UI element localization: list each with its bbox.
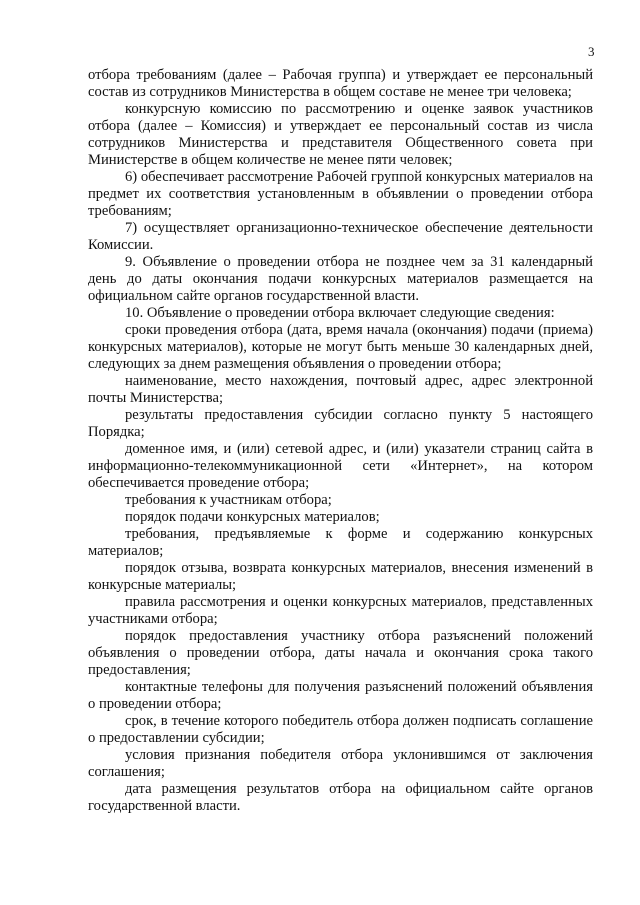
paragraph: требования к участникам отбора;: [125, 492, 332, 508]
paragraph: наименование, место нахождения, почтовый адрес, адрес электронной почты Министерства;: [88, 373, 593, 406]
paragraph: конкурсную комиссию по рассмотрению и оценке заявок участников отбора (далее – Комиссия) и утверждает ее персональный состав из числа сотрудников Министерства и представителя Общественного совета при Министерстве в общем количестве не менее пяти человек;: [88, 101, 593, 168]
paragraph: доменное имя, и (или) сетевой адрес, и (или) указатели страниц сайта в информационно-телекоммуникационной сети «Интернет», на котором обеспечивается проведение отбора;: [88, 441, 593, 491]
paragraph: контактные телефоны для получения разъяснений положений объявления о проведении отбора;: [88, 679, 593, 712]
paragraph: правила рассмотрения и оценки конкурсных материалов, представленных участниками отбора;: [88, 594, 593, 627]
paragraph: 7) осуществляет организационно-техническое обеспечение деятельности Комиссии.: [88, 220, 593, 253]
page-number: 3: [588, 44, 595, 59]
paragraph: отбора требованиям (далее – Рабочая группа) и утверждает ее персональный состав из сотрудников Министерства в общем составе не менее три человека;: [88, 67, 593, 100]
paragraph: срок, в течение которого победитель отбора должен подписать соглашение о предоставлении субсидии;: [88, 713, 593, 746]
paragraph: условия признания победителя отбора уклонившимся от заключения соглашения;: [88, 747, 593, 780]
paragraph: порядок подачи конкурсных материалов;: [125, 509, 380, 525]
paragraph: требования, предъявляемые к форме и содержанию конкурсных материалов;: [88, 526, 593, 559]
paragraph: порядок предоставления участнику отбора разъяснений положений объявления о проведении отбора, даты начала и окончания срока такого предоставления;: [88, 628, 593, 678]
paragraph: порядок отзыва, возврата конкурсных материалов, внесения изменений в конкурсные материалы;: [88, 560, 593, 593]
paragraph: сроки проведения отбора (дата, время начала (окончания) подачи (приема) конкурсных материалов), которые не могут быть меньше 30 календарных дней, следующих за днем размещения объявления о проведении отбора;: [88, 322, 593, 372]
paragraph: дата размещения результатов отбора на официальном сайте органов государственной власти.: [88, 781, 593, 814]
document-body: [88, 67, 593, 815]
paragraph: 6) обеспечивает рассмотрение Рабочей группой конкурсных материалов на предмет их соответствия установленным в объявлении о проведении отбора требованиям;: [88, 169, 593, 219]
paragraph: результаты предоставления субсидии согласно пункту 5 настоящего Порядка;: [88, 407, 593, 440]
paragraph: 10. Объявление о проведении отбора включает следующие сведения:: [125, 305, 555, 321]
paragraph: 9. Объявление о проведении отбора не позднее чем за 31 календарный день до даты окончания подачи конкурсных материалов размещается на официальном сайте органов государственной власти.: [88, 254, 593, 304]
